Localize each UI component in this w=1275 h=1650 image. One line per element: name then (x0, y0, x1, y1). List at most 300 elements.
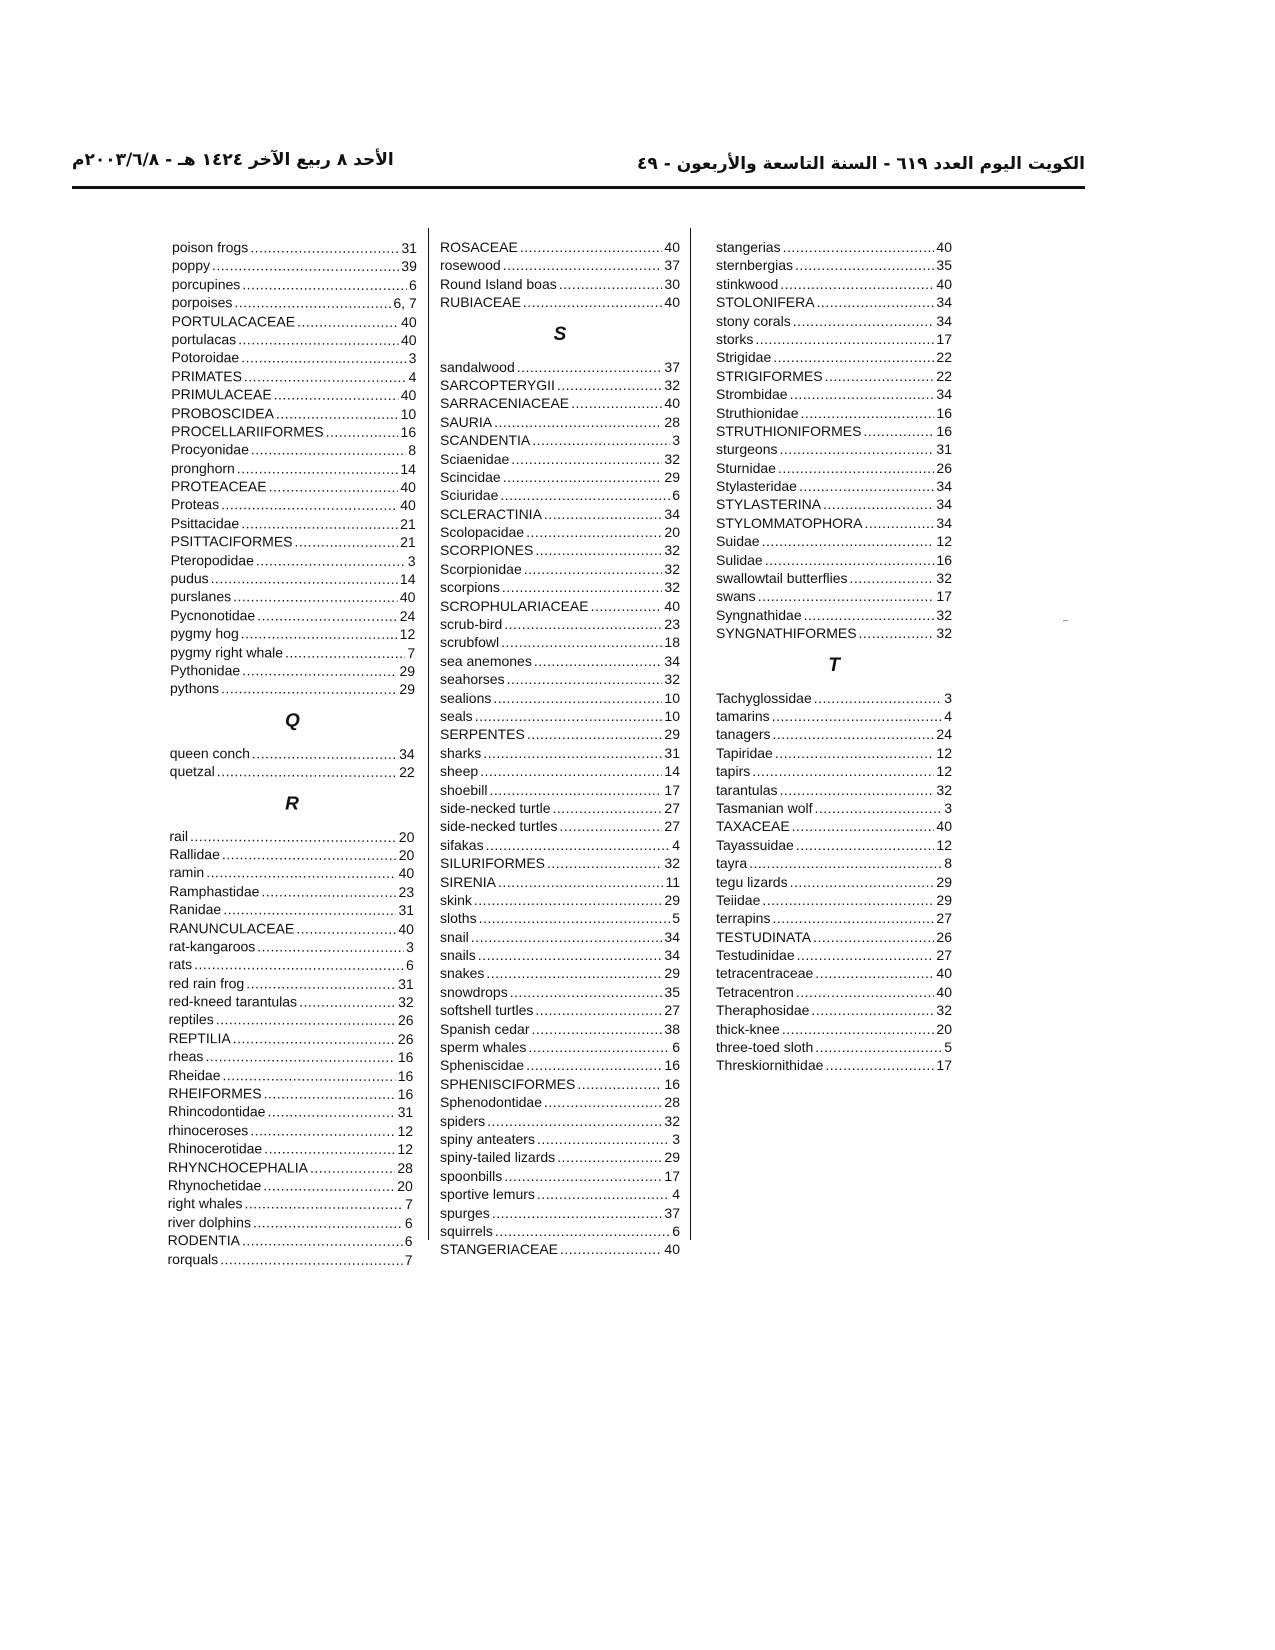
dot-leader (244, 367, 407, 386)
dot-leader (793, 312, 935, 330)
entry-term: SCLERACTINIA (440, 505, 542, 522)
dot-leader (790, 385, 935, 403)
entry-term: sifakas (440, 836, 484, 853)
index-entry (440, 1020, 680, 1038)
dot-leader (749, 854, 942, 872)
index-entry (716, 781, 952, 799)
dot-leader (795, 256, 934, 274)
index-entry (171, 551, 416, 570)
entry-page: 40 (936, 818, 952, 835)
index-entry (170, 624, 415, 643)
dot-leader (216, 1011, 396, 1030)
index-entry (440, 376, 680, 394)
dot-leader (256, 551, 406, 570)
dot-leader (815, 799, 943, 817)
entry-term: Potoroidae (171, 349, 240, 366)
entry-term: stangerias (716, 239, 781, 255)
index-entry (171, 495, 416, 514)
dot-leader (762, 532, 935, 550)
entry-page: 40 (936, 965, 952, 982)
entry-page: 28 (664, 1094, 680, 1111)
dot-leader (486, 964, 662, 982)
index-entry (716, 854, 952, 872)
index-entry (716, 514, 952, 532)
entry-term: SCORPIONES (440, 542, 534, 559)
entry-page: 3 (944, 799, 952, 816)
entry-page: 4 (672, 836, 680, 853)
index-entry (716, 707, 952, 725)
entry-term: stinkwood (716, 275, 779, 292)
entry-page: 31 (398, 902, 415, 919)
entry-page: 6 (404, 1233, 413, 1250)
dot-leader (242, 275, 407, 294)
index-entry (440, 1204, 680, 1222)
entry-page: 30 (664, 275, 680, 292)
dot-leader (296, 919, 396, 938)
entry-page: 32 (936, 606, 952, 623)
index-entry (716, 422, 952, 440)
entry-page: 3 (407, 552, 416, 569)
entry-term: terrapins (716, 910, 771, 927)
entry-page: 10 (664, 707, 680, 724)
dot-leader (503, 256, 663, 274)
entry-page: 3 (944, 689, 952, 706)
entry-term: SCANDENTIA (440, 432, 531, 449)
entry-term: TESTUDINATA (716, 928, 812, 945)
index-entry (716, 1056, 952, 1074)
index-entry (716, 587, 952, 605)
entry-term: Struthionidae (716, 404, 799, 421)
index-entry (716, 238, 952, 256)
index-entry (169, 937, 414, 956)
index-entry (440, 854, 680, 872)
index-entry (440, 394, 680, 412)
dot-leader (557, 376, 663, 394)
index-entry (716, 928, 952, 946)
index-entry (169, 827, 414, 846)
entry-term: Pythonidae (170, 661, 241, 679)
index-entry (169, 845, 414, 864)
entry-page: 7 (404, 1196, 413, 1213)
index-entry (168, 1029, 413, 1048)
index-entry (168, 1047, 413, 1066)
index-entry (440, 689, 680, 707)
entry-term: sloths (440, 910, 477, 927)
entry-term: three-toed sloth (716, 1039, 814, 1056)
index-entry (440, 744, 680, 762)
entry-term: Tayassuidae (716, 836, 794, 853)
dot-leader (483, 744, 662, 762)
entry-page: 35 (664, 983, 680, 1000)
entry-page: 12 (936, 763, 952, 780)
entry-page: 6 (408, 276, 417, 293)
entry-page: 34 (936, 386, 952, 403)
entry-page: 16 (664, 1075, 680, 1092)
entry-page: 20 (397, 1177, 413, 1195)
index-entry (171, 440, 416, 459)
index-entry (440, 836, 680, 854)
index-entry (168, 1213, 413, 1232)
index-entry (171, 404, 416, 423)
dot-leader (242, 661, 397, 680)
dot-leader (212, 257, 399, 276)
entry-page: 4 (408, 368, 417, 385)
dot-leader (780, 275, 934, 293)
entry-term: RODENTIA (167, 1232, 241, 1249)
dot-leader (233, 588, 398, 607)
entry-term: SYNGNATHIFORMES (716, 625, 857, 642)
section-letter: T (828, 654, 840, 676)
index-entry (171, 459, 416, 478)
dot-leader (253, 1213, 403, 1232)
dot-leader (544, 1093, 662, 1111)
entry-term: tarantulas (716, 781, 778, 798)
dot-leader (504, 615, 662, 633)
entry-page: 17 (664, 1167, 680, 1184)
entry-page: 16 (397, 1067, 414, 1084)
dot-leader (257, 606, 398, 625)
entry-page: 6, 7 (393, 295, 417, 312)
entry-page: 34 (664, 505, 680, 522)
index-entry (440, 1148, 680, 1166)
entry-term: PSITTACIFORMES (170, 533, 293, 550)
entry-page: 40 (398, 865, 415, 882)
index-entry (440, 615, 680, 633)
dot-leader (752, 762, 934, 780)
entry-page: 8 (944, 855, 952, 872)
entry-term: seahorses (440, 671, 505, 688)
entry-page: 34 (936, 312, 952, 329)
dot-leader (779, 781, 934, 799)
dot-leader (526, 523, 662, 541)
dot-leader (560, 1240, 662, 1258)
dot-leader (758, 587, 935, 605)
entry-page: 29 (399, 681, 416, 698)
index-entry (716, 689, 952, 707)
dot-leader (523, 293, 663, 311)
entry-term: Syngnathidae (716, 606, 802, 623)
dot-leader (544, 505, 663, 523)
index-entry (440, 560, 680, 578)
index-entry (168, 1084, 413, 1103)
entry-term: quetzal (169, 763, 215, 780)
dot-leader (527, 725, 663, 743)
index-entry (440, 358, 680, 376)
entry-term: snowdrops (440, 983, 508, 1000)
entry-term: PROCELLARIIFORMES (171, 422, 324, 440)
dot-leader (479, 909, 671, 927)
entry-term: SARCOPTERYGII (440, 376, 555, 393)
entry-page: 31 (936, 441, 952, 458)
entry-page: 37 (664, 1204, 680, 1221)
entry-page: 28 (397, 1159, 413, 1176)
index-entry (169, 882, 414, 901)
entry-page: 26 (936, 928, 952, 945)
entry-term: STRUTHIONIFORMES (716, 422, 862, 439)
entry-page: 7 (407, 644, 416, 661)
dot-leader (474, 891, 663, 909)
dot-leader (775, 744, 935, 762)
dot-leader (762, 891, 934, 909)
index-entry (440, 1001, 680, 1019)
entry-term: Teiidae (716, 891, 761, 908)
entry-page: 16 (664, 1057, 680, 1074)
entry-page: 29 (399, 662, 416, 680)
dot-leader (825, 1056, 934, 1074)
index-entry (716, 293, 952, 311)
entry-term: purslanes (170, 588, 232, 605)
entry-page: 6 (672, 487, 680, 504)
entry-page: 34 (399, 745, 415, 762)
entry-term: Strigidae (716, 349, 772, 366)
index-entry (168, 1158, 413, 1177)
index-entry (716, 817, 952, 835)
dot-leader (553, 799, 663, 817)
entry-term: sealions (440, 689, 492, 706)
index-entry (440, 1093, 680, 1111)
entry-term: seals (440, 707, 473, 724)
dot-leader (250, 238, 399, 257)
entry-term: spiders (440, 1112, 486, 1129)
entry-term: swans (716, 588, 756, 605)
entry-page: 20 (664, 524, 680, 541)
dot-leader (772, 707, 943, 725)
entry-page: 6 (405, 957, 414, 974)
entry-page: 12 (397, 1122, 414, 1139)
entry-term: Tapiridae (716, 744, 773, 761)
dot-leader (267, 1103, 395, 1122)
dot-leader (261, 882, 396, 901)
entry-page: 4 (944, 707, 952, 724)
entry-term: Ramphastidae (169, 882, 260, 900)
dot-leader (547, 854, 662, 872)
index-entry (168, 1231, 413, 1250)
entry-page: 6 (404, 1214, 413, 1231)
index-entry (440, 670, 680, 688)
entry-term: tapirs (716, 763, 751, 780)
entry-page: 5 (672, 910, 680, 927)
entry-page: 32 (664, 542, 680, 559)
entry-term: ROSACEAE (440, 239, 518, 255)
entry-term: pygmy hog (170, 625, 239, 642)
entry-page: 32 (936, 570, 952, 587)
index-entry (169, 900, 414, 919)
entry-term: Ranidae (169, 901, 222, 918)
index-entry (440, 486, 680, 504)
entry-term: pudus (170, 570, 209, 587)
index-entry (716, 459, 952, 477)
entry-term: Sulidae (716, 551, 763, 568)
entry-term: SCROPHULARIACEAE (440, 597, 589, 614)
entry-term: spiny-tailed lizards (440, 1149, 556, 1166)
entry-page: 32 (936, 1002, 952, 1019)
index-entry (172, 238, 417, 257)
dot-leader (223, 900, 396, 919)
dot-leader (238, 330, 399, 349)
entry-page: 40 (936, 983, 952, 1000)
dot-leader (532, 1020, 663, 1038)
entry-term: rosewood (440, 257, 501, 274)
entry-page: 32 (936, 625, 952, 642)
index-entry (440, 1130, 680, 1148)
entry-term: Rheidae (168, 1066, 221, 1083)
entry-page: 12 (936, 744, 952, 761)
index-entry (440, 256, 680, 274)
entry-term: scrub-bird (440, 616, 503, 633)
entry-term: SERPENTES (440, 726, 525, 743)
entry-term: tanagers (716, 726, 771, 743)
dot-leader (504, 1167, 662, 1185)
entry-term: reptiles (168, 1011, 214, 1028)
index-entry (168, 1139, 413, 1158)
index-entry (716, 1038, 952, 1056)
entry-term: tegu lizards (716, 873, 788, 890)
dot-leader (510, 983, 663, 1001)
dot-leader (773, 348, 934, 366)
dot-leader (471, 928, 663, 946)
index-entry (716, 606, 952, 624)
dot-leader (503, 468, 663, 486)
index-entry (440, 652, 680, 670)
entry-term: TAXACEAE (716, 818, 790, 835)
entry-term: Rhynochetidae (167, 1176, 262, 1194)
entry-page: 23 (664, 616, 680, 633)
entry-page: 29 (664, 468, 680, 485)
entry-term: REPTILIA (168, 1029, 231, 1047)
dot-leader (825, 367, 935, 385)
index-entry (716, 348, 952, 366)
index-entry (716, 891, 952, 909)
dot-leader (299, 993, 396, 1012)
index-entry (171, 348, 416, 367)
entry-term: sheep (440, 763, 479, 780)
entry-page: 29 (664, 726, 680, 743)
entry-page: 17 (936, 588, 952, 605)
dot-leader (221, 680, 397, 699)
index-entry (440, 983, 680, 1001)
index-entry (170, 569, 415, 588)
dot-leader (571, 394, 662, 412)
entry-term: side-necked turtles (440, 818, 558, 835)
dot-leader (517, 358, 663, 376)
dot-leader (237, 459, 399, 478)
index-entry (440, 541, 680, 559)
entry-term: Sturnidae (716, 459, 776, 476)
dot-leader (274, 386, 399, 405)
entry-page: 31 (398, 975, 414, 992)
dot-leader (285, 643, 405, 662)
index-entry (170, 606, 415, 625)
entry-page: 3 (672, 432, 680, 449)
entry-term: SIRENIA (440, 873, 497, 890)
entry-term: swallowtail butterflies (716, 570, 848, 587)
column-divider (690, 228, 691, 1240)
entry-term: RANUNCULACEAE (168, 919, 295, 937)
entry-term: side-necked turtle (440, 799, 551, 816)
entry-term: right whales (167, 1195, 243, 1212)
entry-term: STYLASTERINA (716, 496, 822, 513)
entry-page: 34 (936, 496, 952, 513)
entry-page: 29 (664, 891, 680, 908)
entry-page: 35 (936, 257, 952, 274)
dot-leader (559, 275, 663, 293)
entry-page: 27 (664, 1002, 680, 1019)
dot-leader (241, 514, 398, 533)
entry-page: 16 (936, 551, 952, 568)
entry-term: Psittacidae (170, 514, 240, 532)
dot-leader (817, 293, 935, 311)
entry-term: Strombidae (716, 386, 788, 403)
entry-page: 17 (936, 330, 952, 347)
entry-term: RUBIACEAE (440, 294, 521, 311)
entry-page: 18 (664, 634, 680, 651)
entry-page: 12 (397, 1141, 414, 1158)
entry-page: 24 (399, 607, 416, 624)
entry-page: 32 (664, 560, 680, 577)
entry-page: 27 (664, 818, 680, 835)
dot-leader (859, 624, 935, 642)
index-entry (440, 707, 680, 725)
dot-leader (475, 707, 663, 725)
dot-leader (532, 431, 670, 449)
entry-term: tetracentraceae (716, 965, 814, 982)
dot-leader (557, 1148, 662, 1166)
index-entry (168, 1194, 413, 1213)
index-entry (440, 505, 680, 523)
entry-page: 29 (936, 873, 952, 890)
dot-leader (498, 873, 663, 891)
entry-page: 6 (672, 1222, 680, 1239)
index-entry (440, 413, 680, 431)
index-entry (440, 1056, 680, 1074)
entry-term: pronghorn (170, 459, 235, 476)
entry-page: 22 (936, 367, 952, 384)
dot-leader (489, 781, 662, 799)
dot-leader (772, 725, 934, 743)
index-entry (716, 946, 952, 964)
dot-leader (242, 1231, 403, 1250)
entry-page: 27 (936, 947, 952, 964)
entry-term: Scincidae (440, 468, 501, 485)
dot-leader (526, 1056, 662, 1074)
dot-leader (755, 330, 934, 348)
entry-page: 14 (399, 571, 416, 588)
entry-term: portulacas (171, 330, 237, 348)
index-entry (440, 1240, 680, 1258)
index-entry (716, 873, 952, 891)
dot-leader (537, 1185, 670, 1203)
index-entry (170, 587, 415, 606)
dot-leader (813, 928, 934, 946)
entry-term: Theraphosidae (716, 1002, 810, 1019)
entry-term: Rallidae (169, 845, 220, 863)
entry-term: SARRACENIACEAE (440, 395, 570, 412)
index-entry (716, 275, 952, 293)
dot-leader (801, 404, 935, 422)
entry-page: 16 (397, 1049, 414, 1066)
entry-term: red-kneed tarantulas (168, 993, 298, 1010)
entry-term: PRIMULACEAE (171, 386, 272, 403)
entry-page: 34 (936, 478, 952, 495)
index-entry (171, 385, 416, 404)
index-entry (440, 238, 680, 256)
entry-term: scrubfowl (440, 634, 500, 651)
index-entry (440, 817, 680, 835)
index-entry (169, 992, 414, 1011)
dot-leader (796, 983, 935, 1001)
entry-term: stony corals (716, 312, 791, 329)
entry-term: storks (716, 330, 754, 347)
